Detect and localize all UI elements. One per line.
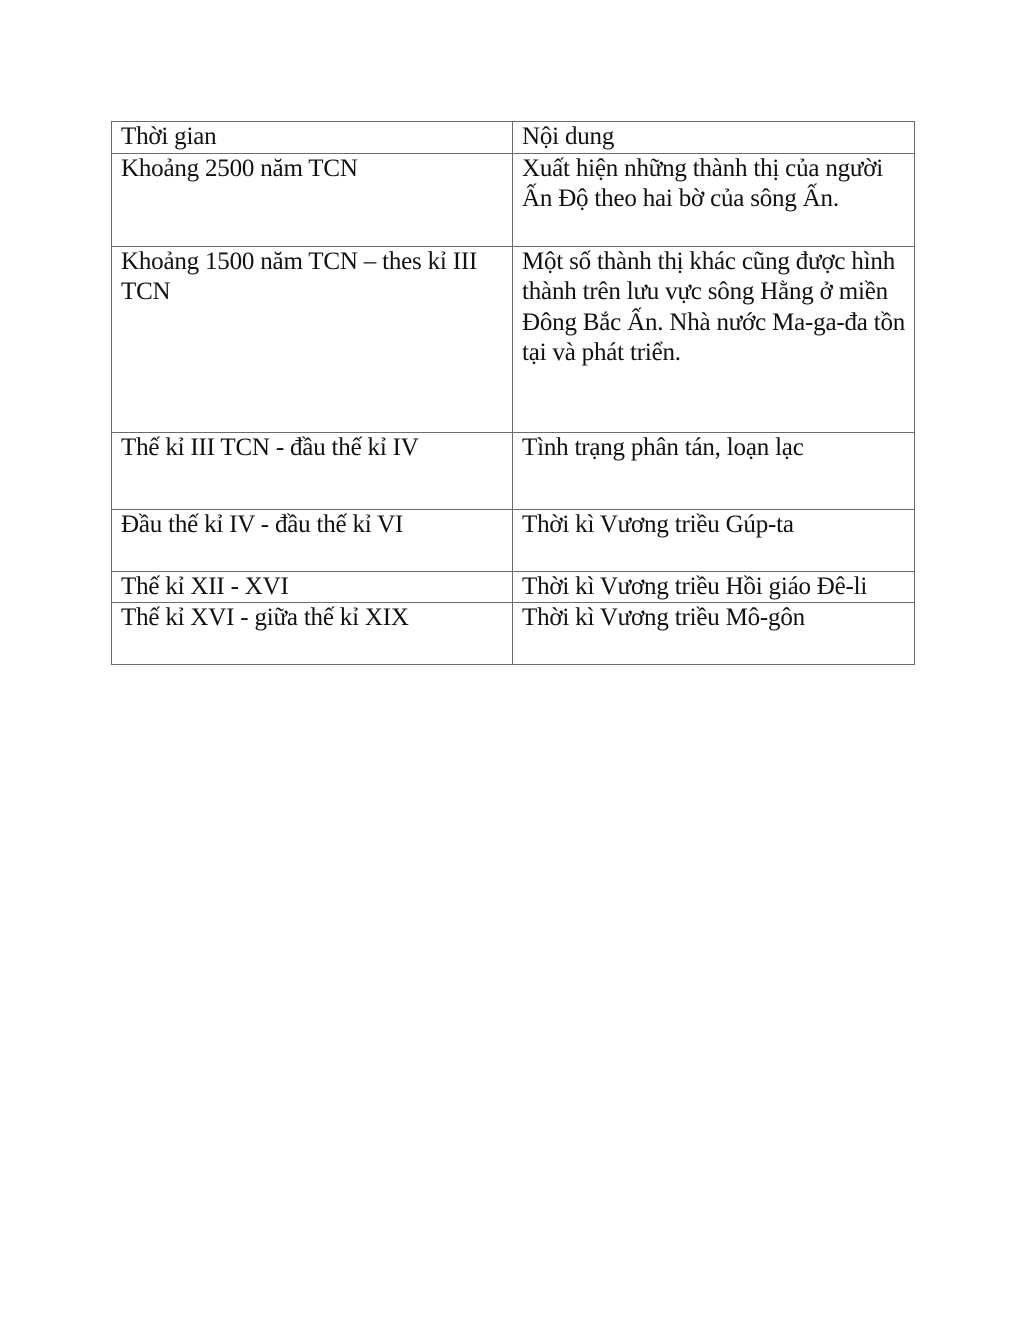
time-cell: [112, 571, 513, 603]
table-row: [112, 509, 915, 571]
header-time: [112, 122, 513, 154]
table-header-row: [112, 122, 915, 154]
time-text: Thế kỉ III TCN - đầu thế kỉ IV: [121, 433, 419, 461]
time-cell: [112, 246, 513, 432]
history-timeline-table: [111, 121, 915, 665]
content-cell: [513, 246, 915, 432]
table-row: [112, 571, 915, 603]
time-cell: [112, 432, 513, 509]
time-cell: [112, 509, 513, 571]
time-text: Thế kỉ XVI - giữa thế kỉ XIX: [121, 604, 409, 631]
time-text: Khoảng 2500 năm TCN: [121, 154, 358, 182]
content-cell: [513, 571, 915, 603]
content-text: Thời kì Vương triều Gúp-ta: [522, 510, 794, 538]
content-cell: [513, 603, 915, 665]
content-text: Một số thành thị khác cũng được hình thành trên lưu vực sông Hằng ở miền Đông Bắc Ấn. Nhà nước Ma-ga-đa tồn tại và phát triển.: [522, 247, 906, 366]
time-cell: [112, 153, 513, 246]
time-text: Khoảng 1500 năm TCN – thes kỉ III TCN: [121, 247, 478, 305]
time-cell: [112, 603, 513, 665]
content-cell: [513, 509, 915, 571]
content-cell: [513, 153, 915, 246]
content-text: Thời kì Vương triều Hồi giáo Đê-li: [522, 572, 868, 600]
table-row: [112, 246, 915, 432]
table-row: [112, 153, 915, 246]
content-text: Thời kì Vương triều Mô-gôn: [522, 604, 805, 631]
content-text: Tình trạng phân tán, loạn lạc: [522, 433, 804, 461]
time-text: Đầu thế kỉ IV - đầu thế kỉ VI: [121, 510, 404, 538]
header-content-label: Nội dung: [522, 123, 615, 150]
header-time-label: Thời gian: [121, 123, 217, 150]
content-text: Xuất hiện những thành thị của người Ấn Độ theo hai bờ của sông Ấn.: [522, 154, 884, 212]
time-text: Thế kỉ XII - XVI: [121, 572, 289, 600]
table-row: [112, 432, 915, 509]
content-cell: [513, 432, 915, 509]
table-row: [112, 603, 915, 665]
header-content: [513, 122, 915, 154]
